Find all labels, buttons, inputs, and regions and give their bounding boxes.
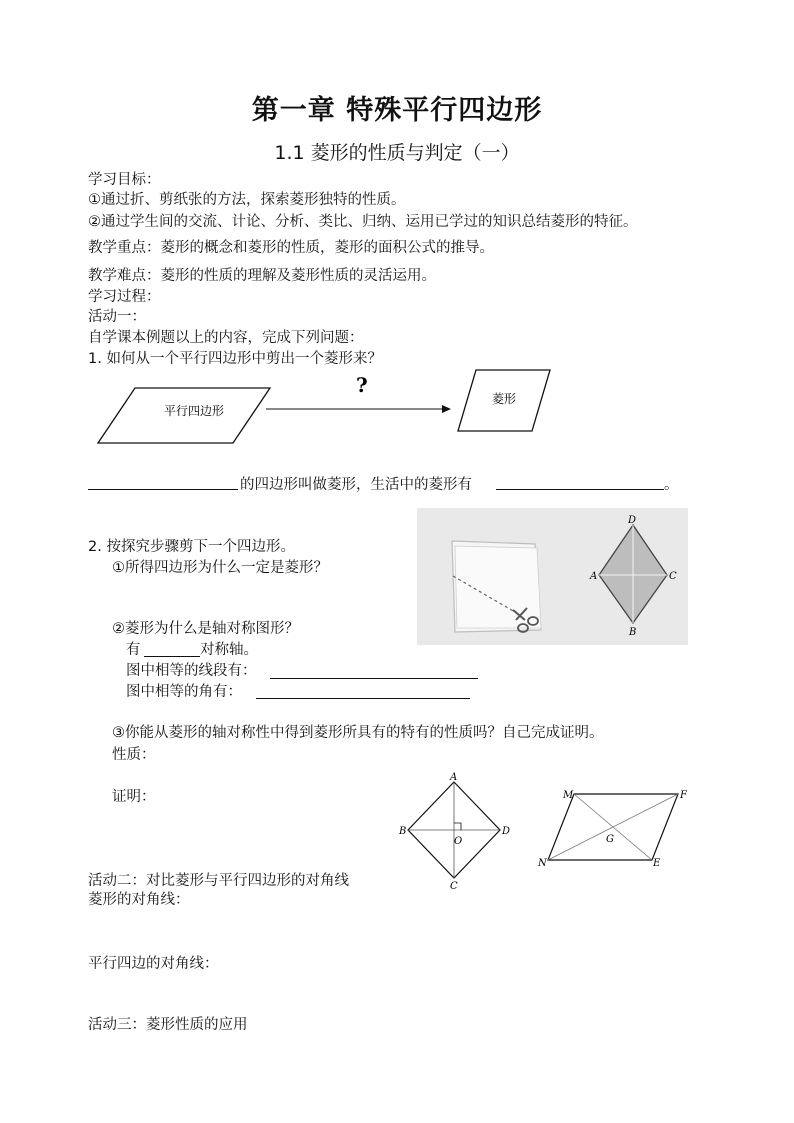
label-c-bottom: C — [450, 881, 458, 892]
rhombus-diagonals-label: 菱形的对角线： — [88, 892, 190, 908]
equal-angles-blank[interactable] — [256, 698, 470, 699]
axes-prefix: 有 — [126, 642, 141, 658]
definition-blank-2[interactable] — [496, 489, 664, 490]
label-d-right: D — [502, 826, 511, 837]
diagonal-fn — [548, 794, 678, 860]
objectives-heading: 学习目标： — [88, 172, 161, 188]
arrow-head-icon — [442, 405, 451, 413]
process-heading: 学习过程： — [88, 289, 161, 305]
definition-text: 的四边形叫做菱形，生活中的菱形有 — [240, 477, 472, 493]
question-2: 2. 按探究步骤剪下一个四边形。 — [88, 539, 295, 555]
paper-sheet-top — [455, 546, 541, 628]
activity-2-heading: 活动二：对比菱形与平行四边形的对角线 — [88, 873, 349, 889]
definition-end: 。 — [664, 477, 679, 493]
label-b: B — [629, 627, 637, 638]
property-label: 性质： — [112, 747, 156, 763]
label-a-top: A — [450, 772, 458, 783]
label-m: M — [563, 790, 574, 801]
question-mark: ? — [356, 373, 368, 397]
objective-1: ①通过折、剪纸张的方法，探索菱形独特的性质。 — [88, 192, 406, 208]
activity-1-heading: 活动一： — [88, 309, 146, 325]
parallelogram-diagonal-figure — [530, 784, 695, 874]
difficulty: 教学难点：菱形的性质的理解及菱形性质的灵活运用。 — [88, 268, 436, 284]
parallelogram-diagonals-label: 平行四边的对角线： — [88, 956, 219, 972]
proof-label: 证明： — [112, 789, 156, 805]
equal-segments-label: 图中相等的线段有： — [126, 663, 257, 679]
cut-rhombus-diagram — [90, 368, 560, 448]
question-1: 1. 如何从一个平行四边形中剪出一个菱形来？ — [88, 351, 382, 367]
self-study-instruction: 自学课本例题以上的内容，完成下列问题： — [88, 330, 364, 346]
page-title: 第一章 特殊平行四边形 — [251, 95, 543, 126]
label-n: N — [538, 858, 547, 869]
label-a: A — [590, 571, 598, 582]
axes-suffix: 对称轴。 — [200, 642, 258, 658]
label-f: F — [680, 790, 687, 801]
label-g: G — [606, 834, 614, 845]
right-angle-mark — [454, 823, 461, 830]
activity-3-heading: 活动三：菱形性质的应用 — [88, 1017, 248, 1033]
rhombus-diagonal-figure — [398, 770, 518, 894]
definition-blank-1[interactable] — [88, 489, 238, 490]
key-point: 教学重点：菱形的概念和菱形的性质，菱形的面积公式的推导。 — [88, 240, 494, 256]
label-o-center: O — [454, 836, 463, 847]
folding-figure-svg — [417, 508, 688, 645]
rhombus-label: 菱形 — [492, 392, 517, 406]
section-title: 1.1 菱形的性质与判定（一） — [274, 142, 520, 164]
equal-angles-label: 图中相等的角有： — [126, 684, 242, 700]
question-2-1: ①所得四边形为什么一定是菱形？ — [112, 560, 328, 576]
label-d: D — [628, 515, 637, 526]
question-2-2: ②菱形为什么是轴对称图形？ — [112, 621, 299, 637]
objective-2: ②通过学生间的交流、计论、分析、类比、归纳、运用已学过的知识总结菱形的特征。 — [88, 214, 638, 230]
parallelogram-label: 平行四边形 — [164, 404, 225, 418]
axes-blank[interactable] — [144, 656, 200, 657]
label-c: C — [669, 571, 677, 582]
label-e: E — [653, 858, 661, 869]
label-b-left: B — [399, 826, 407, 837]
equal-segments-blank[interactable] — [270, 678, 478, 679]
question-2-3: ③你能从菱形的轴对称性中得到菱形所具有的特有的性质吗？自己完成证明。 — [112, 725, 604, 741]
folding-figure — [417, 508, 688, 645]
